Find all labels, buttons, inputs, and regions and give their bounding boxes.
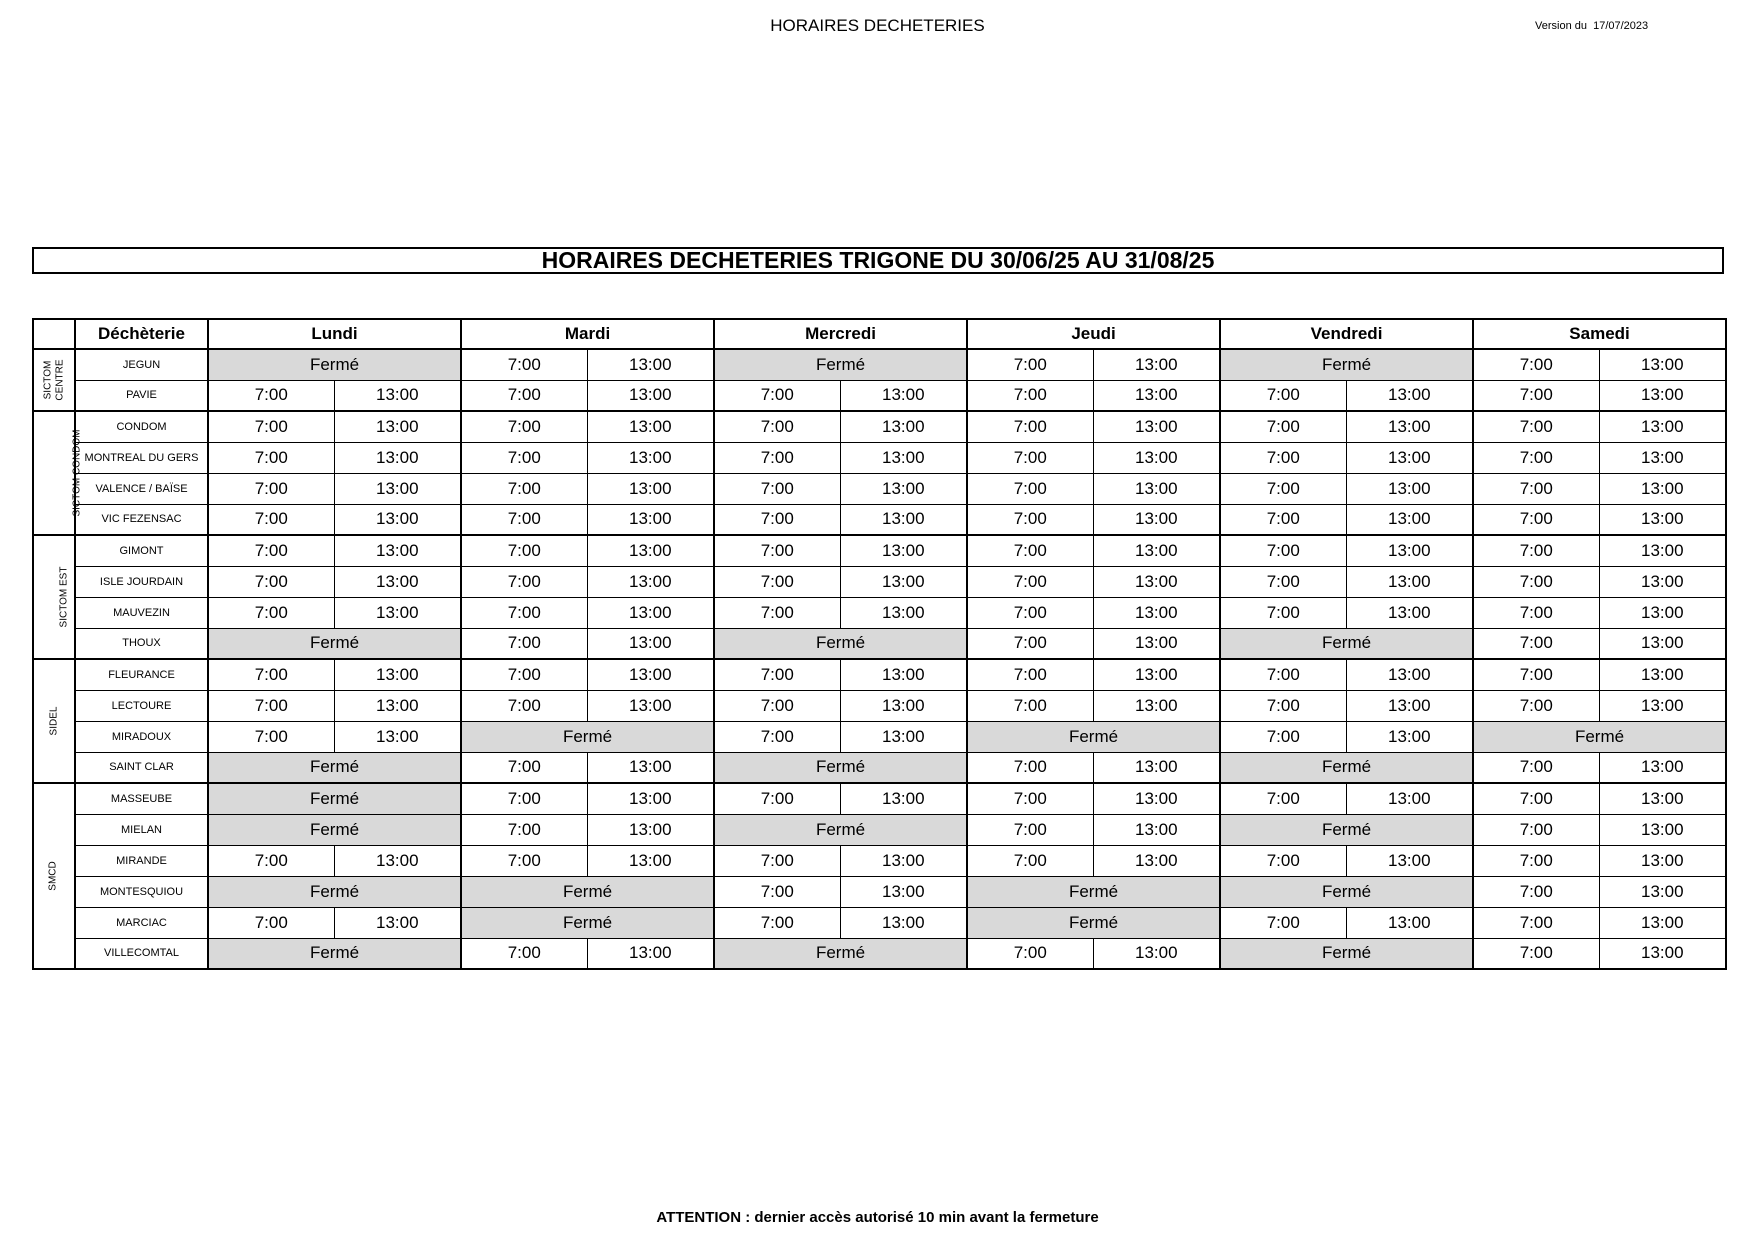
- site-name: CONDOM: [75, 411, 208, 442]
- closed-cell: Fermé: [208, 876, 461, 907]
- opening-time-cell: 7:00: [1220, 504, 1346, 535]
- opening-time-cell: 7:00: [1473, 659, 1599, 690]
- opening-time-cell: 7:00: [1473, 752, 1599, 783]
- closed-cell: Fermé: [208, 938, 461, 969]
- closing-time-cell: 13:00: [587, 690, 714, 721]
- closing-time-cell: 13:00: [587, 473, 714, 504]
- closing-time-cell: 13:00: [1599, 411, 1726, 442]
- opening-time-cell: 7:00: [967, 442, 1093, 473]
- opening-time-cell: 7:00: [461, 411, 587, 442]
- closed-cell: Fermé: [967, 907, 1220, 938]
- site-name: MAUVEZIN: [75, 597, 208, 628]
- closing-time-cell: 13:00: [1093, 442, 1220, 473]
- closing-time-cell: 13:00: [334, 721, 461, 752]
- opening-time-cell: 7:00: [1220, 783, 1346, 814]
- closing-time-cell: 13:00: [334, 597, 461, 628]
- closing-time-cell: 13:00: [587, 814, 714, 845]
- opening-time-cell: 7:00: [714, 876, 840, 907]
- closed-cell: Fermé: [714, 938, 967, 969]
- site-name: VILLECOMTAL: [75, 938, 208, 969]
- opening-time-cell: 7:00: [1220, 659, 1346, 690]
- day-header-mercredi: Mercredi: [714, 319, 967, 349]
- site-name: MIRADOUX: [75, 721, 208, 752]
- group-label-cell: [33, 535, 75, 659]
- opening-time-cell: 7:00: [1473, 628, 1599, 659]
- opening-time-cell: 7:00: [461, 659, 587, 690]
- opening-time-cell: 7:00: [967, 845, 1093, 876]
- opening-time-cell: 7:00: [967, 411, 1093, 442]
- closing-time-cell: 13:00: [334, 535, 461, 566]
- closing-time-cell: 13:00: [1346, 442, 1473, 473]
- site-name: SAINT CLAR: [75, 752, 208, 783]
- opening-time-cell: 7:00: [1473, 349, 1599, 380]
- opening-time-cell: 7:00: [461, 380, 587, 411]
- closing-time-cell: 13:00: [1599, 597, 1726, 628]
- opening-time-cell: 7:00: [714, 566, 840, 597]
- opening-time-cell: 7:00: [1473, 876, 1599, 907]
- closing-time-cell: 13:00: [587, 752, 714, 783]
- closing-time-cell: 13:00: [1093, 783, 1220, 814]
- closed-cell: Fermé: [967, 721, 1220, 752]
- table-row: [33, 752, 1726, 783]
- opening-time-cell: 7:00: [714, 504, 840, 535]
- closing-time-cell: 13:00: [1093, 473, 1220, 504]
- closed-cell: Fermé: [1220, 349, 1473, 380]
- group-label-cell: [33, 783, 75, 969]
- opening-time-cell: 7:00: [1220, 907, 1346, 938]
- closing-time-cell: 13:00: [840, 597, 967, 628]
- table-row: [33, 473, 1726, 504]
- group-header-cell: [33, 319, 75, 349]
- site-name: MARCIAC: [75, 907, 208, 938]
- opening-time-cell: 7:00: [461, 504, 587, 535]
- closed-cell: Fermé: [208, 814, 461, 845]
- opening-time-cell: 7:00: [967, 752, 1093, 783]
- closed-cell: Fermé: [1220, 752, 1473, 783]
- closed-cell: Fermé: [461, 907, 714, 938]
- opening-time-cell: 7:00: [714, 721, 840, 752]
- closing-time-cell: 13:00: [840, 473, 967, 504]
- closing-time-cell: 13:00: [334, 380, 461, 411]
- site-name: JEGUN: [75, 349, 208, 380]
- site-name: MIRANDE: [75, 845, 208, 876]
- closing-time-cell: 13:00: [1093, 411, 1220, 442]
- closing-time-cell: 13:00: [334, 504, 461, 535]
- opening-time-cell: 7:00: [208, 566, 334, 597]
- table-row: [33, 380, 1726, 411]
- opening-time-cell: 7:00: [1220, 411, 1346, 442]
- closing-time-cell: 13:00: [1599, 783, 1726, 814]
- opening-time-cell: 7:00: [967, 349, 1093, 380]
- closing-time-cell: 13:00: [1093, 938, 1220, 969]
- closing-time-cell: 13:00: [334, 473, 461, 504]
- site-name: VALENCE / BAÏSE: [75, 473, 208, 504]
- closing-time-cell: 13:00: [1599, 690, 1726, 721]
- opening-time-cell: 7:00: [461, 690, 587, 721]
- closing-time-cell: 13:00: [334, 411, 461, 442]
- closing-time-cell: 13:00: [840, 442, 967, 473]
- closing-time-cell: 13:00: [1093, 380, 1220, 411]
- opening-time-cell: 7:00: [1473, 597, 1599, 628]
- closed-cell: Fermé: [1220, 876, 1473, 907]
- table-row: [33, 566, 1726, 597]
- opening-time-cell: 7:00: [714, 411, 840, 442]
- opening-time-cell: 7:00: [714, 907, 840, 938]
- opening-time-cell: 7:00: [967, 535, 1093, 566]
- closing-time-cell: 13:00: [1599, 566, 1726, 597]
- closed-cell: Fermé: [714, 752, 967, 783]
- closed-cell: Fermé: [208, 783, 461, 814]
- closing-time-cell: 13:00: [1093, 814, 1220, 845]
- site-name: VIC FEZENSAC: [75, 504, 208, 535]
- closing-time-cell: 13:00: [1346, 659, 1473, 690]
- table-row: [33, 628, 1726, 659]
- opening-time-cell: 7:00: [714, 783, 840, 814]
- table-row: [33, 349, 1726, 380]
- closing-time-cell: 13:00: [1346, 380, 1473, 411]
- table-row: [33, 535, 1726, 566]
- closing-time-cell: 13:00: [840, 411, 967, 442]
- closed-cell: Fermé: [461, 876, 714, 907]
- opening-time-cell: 7:00: [714, 473, 840, 504]
- opening-time-cell: 7:00: [1220, 566, 1346, 597]
- closing-time-cell: 13:00: [1599, 907, 1726, 938]
- closing-time-cell: 13:00: [840, 659, 967, 690]
- table-row: [33, 783, 1726, 814]
- closing-time-cell: 13:00: [334, 907, 461, 938]
- opening-time-cell: 7:00: [208, 659, 334, 690]
- closed-cell: Fermé: [208, 628, 461, 659]
- opening-time-cell: 7:00: [461, 938, 587, 969]
- opening-time-cell: 7:00: [967, 566, 1093, 597]
- closing-time-cell: 13:00: [1093, 628, 1220, 659]
- site-name: FLEURANCE: [75, 659, 208, 690]
- opening-time-cell: 7:00: [208, 721, 334, 752]
- opening-time-cell: 7:00: [208, 442, 334, 473]
- opening-time-cell: 7:00: [461, 349, 587, 380]
- opening-time-cell: 7:00: [1473, 442, 1599, 473]
- closed-cell: Fermé: [461, 721, 714, 752]
- attention-note: ATTENTION : dernier accès autorisé 10 min avant la fermeture: [656, 1209, 1099, 1226]
- opening-time-cell: 7:00: [1220, 597, 1346, 628]
- closing-time-cell: 13:00: [587, 597, 714, 628]
- closing-time-cell: 13:00: [1346, 907, 1473, 938]
- opening-time-cell: 7:00: [461, 535, 587, 566]
- closed-cell: Fermé: [1473, 721, 1726, 752]
- table-row: [33, 938, 1726, 969]
- closing-time-cell: 13:00: [840, 504, 967, 535]
- closing-time-cell: 13:00: [334, 659, 461, 690]
- closing-time-cell: 13:00: [587, 442, 714, 473]
- closing-time-cell: 13:00: [1599, 473, 1726, 504]
- opening-time-cell: 7:00: [1473, 566, 1599, 597]
- closed-cell: Fermé: [967, 876, 1220, 907]
- closing-time-cell: 13:00: [1599, 349, 1726, 380]
- closing-time-cell: 13:00: [1093, 566, 1220, 597]
- opening-time-cell: 7:00: [967, 473, 1093, 504]
- opening-time-cell: 7:00: [714, 845, 840, 876]
- closing-time-cell: 13:00: [587, 783, 714, 814]
- closing-time-cell: 13:00: [1346, 566, 1473, 597]
- closing-time-cell: 13:00: [1093, 535, 1220, 566]
- opening-time-cell: 7:00: [967, 597, 1093, 628]
- site-column-header: Déchèterie: [75, 319, 208, 349]
- group-name: SICTOM EST: [58, 566, 70, 628]
- opening-time-cell: 7:00: [208, 690, 334, 721]
- closing-time-cell: 13:00: [1346, 690, 1473, 721]
- table-row: [33, 721, 1726, 752]
- table-row: [33, 411, 1726, 442]
- opening-time-cell: 7:00: [1220, 380, 1346, 411]
- schedule-body: [33, 349, 1726, 969]
- table-row: [33, 814, 1726, 845]
- opening-time-cell: 7:00: [461, 566, 587, 597]
- closing-time-cell: 13:00: [1093, 597, 1220, 628]
- table-row: [33, 845, 1726, 876]
- opening-time-cell: 7:00: [967, 628, 1093, 659]
- closing-time-cell: 13:00: [587, 628, 714, 659]
- closing-time-cell: 13:00: [587, 349, 714, 380]
- site-name: MASSEUBE: [75, 783, 208, 814]
- opening-time-cell: 7:00: [208, 473, 334, 504]
- closed-cell: Fermé: [208, 349, 461, 380]
- site-name: GIMONT: [75, 535, 208, 566]
- closing-time-cell: 13:00: [587, 566, 714, 597]
- group-name: SICTOM CENTRE: [42, 359, 66, 401]
- closing-time-cell: 13:00: [1599, 442, 1726, 473]
- site-name: MONTREAL DU GERS: [75, 442, 208, 473]
- closing-time-cell: 13:00: [1346, 411, 1473, 442]
- closing-time-cell: 13:00: [840, 845, 967, 876]
- document-header-title: HORAIRES DECHETERIES: [770, 16, 985, 35]
- closing-time-cell: 13:00: [840, 566, 967, 597]
- table-row: [33, 442, 1726, 473]
- closed-cell: Fermé: [208, 752, 461, 783]
- closing-time-cell: 13:00: [1093, 659, 1220, 690]
- site-name: MONTESQUIOU: [75, 876, 208, 907]
- version-date: Version du 17/07/2023: [1535, 20, 1649, 32]
- opening-time-cell: 7:00: [461, 442, 587, 473]
- closing-time-cell: 13:00: [840, 721, 967, 752]
- closed-cell: Fermé: [714, 349, 967, 380]
- opening-time-cell: 7:00: [714, 535, 840, 566]
- opening-time-cell: 7:00: [714, 690, 840, 721]
- closing-time-cell: 13:00: [1093, 752, 1220, 783]
- closing-time-cell: 13:00: [1599, 659, 1726, 690]
- opening-time-cell: 7:00: [208, 411, 334, 442]
- table-row: [33, 907, 1726, 938]
- opening-time-cell: 7:00: [967, 659, 1093, 690]
- site-name: THOUX: [75, 628, 208, 659]
- schedule-title: HORAIRES DECHETERIES TRIGONE DU 30/06/25 AU 31/08/25: [32, 247, 1724, 274]
- closing-time-cell: 13:00: [1599, 628, 1726, 659]
- opening-time-cell: 7:00: [461, 473, 587, 504]
- opening-time-cell: 7:00: [208, 597, 334, 628]
- opening-time-cell: 7:00: [1473, 938, 1599, 969]
- opening-time-cell: 7:00: [208, 535, 334, 566]
- closing-time-cell: 13:00: [1599, 876, 1726, 907]
- group-name: SICTOM CONDOM: [71, 429, 83, 517]
- opening-time-cell: 7:00: [714, 659, 840, 690]
- closing-time-cell: 13:00: [587, 535, 714, 566]
- site-name: LECTOURE: [75, 690, 208, 721]
- day-header-lundi: Lundi: [208, 319, 461, 349]
- opening-time-cell: 7:00: [1220, 473, 1346, 504]
- closing-time-cell: 13:00: [587, 411, 714, 442]
- opening-time-cell: 7:00: [1220, 535, 1346, 566]
- opening-time-cell: 7:00: [1473, 783, 1599, 814]
- closing-time-cell: 13:00: [1599, 535, 1726, 566]
- closing-time-cell: 13:00: [1599, 504, 1726, 535]
- day-header-mardi: Mardi: [461, 319, 714, 349]
- group-name: SMCD: [47, 861, 59, 891]
- opening-time-cell: 7:00: [208, 907, 334, 938]
- closing-time-cell: 13:00: [840, 380, 967, 411]
- closed-cell: Fermé: [1220, 628, 1473, 659]
- opening-time-cell: 7:00: [1473, 907, 1599, 938]
- opening-time-cell: 7:00: [208, 504, 334, 535]
- closing-time-cell: 13:00: [1599, 845, 1726, 876]
- opening-time-cell: 7:00: [967, 690, 1093, 721]
- opening-time-cell: 7:00: [1220, 845, 1346, 876]
- opening-time-cell: 7:00: [1220, 690, 1346, 721]
- opening-time-cell: 7:00: [967, 814, 1093, 845]
- opening-time-cell: 7:00: [461, 814, 587, 845]
- opening-time-cell: 7:00: [967, 504, 1093, 535]
- opening-time-cell: 7:00: [461, 597, 587, 628]
- group-name: SIDEL: [48, 706, 59, 736]
- opening-time-cell: 7:00: [461, 845, 587, 876]
- opening-time-cell: 7:00: [461, 628, 587, 659]
- closed-cell: Fermé: [1220, 938, 1473, 969]
- site-name: MIELAN: [75, 814, 208, 845]
- closing-time-cell: 13:00: [587, 845, 714, 876]
- table-row: [33, 876, 1726, 907]
- opening-time-cell: 7:00: [1473, 380, 1599, 411]
- opening-time-cell: 7:00: [1220, 721, 1346, 752]
- closing-time-cell: 13:00: [1599, 938, 1726, 969]
- closing-time-cell: 13:00: [1346, 473, 1473, 504]
- site-name: PAVIE: [75, 380, 208, 411]
- group-label-cell: [33, 349, 75, 411]
- closing-time-cell: 13:00: [1346, 845, 1473, 876]
- closing-time-cell: 13:00: [1346, 783, 1473, 814]
- opening-time-cell: 7:00: [461, 783, 587, 814]
- schedule-table: [32, 318, 1727, 970]
- group-label-cell: [33, 659, 75, 783]
- closing-time-cell: 13:00: [1346, 504, 1473, 535]
- closing-time-cell: 13:00: [840, 535, 967, 566]
- table-header-row: [33, 319, 1726, 349]
- closing-time-cell: 13:00: [1346, 721, 1473, 752]
- closing-time-cell: 13:00: [840, 907, 967, 938]
- day-header-jeudi: Jeudi: [967, 319, 1220, 349]
- table-row: [33, 659, 1726, 690]
- closing-time-cell: 13:00: [587, 504, 714, 535]
- opening-time-cell: 7:00: [1473, 690, 1599, 721]
- group-label-cell: [33, 411, 83, 535]
- opening-time-cell: 7:00: [1473, 473, 1599, 504]
- day-header-vendredi: Vendredi: [1220, 319, 1473, 349]
- opening-time-cell: 7:00: [1473, 814, 1599, 845]
- opening-time-cell: 7:00: [714, 442, 840, 473]
- closing-time-cell: 13:00: [334, 690, 461, 721]
- site-name: ISLE JOURDAIN: [75, 566, 208, 597]
- closing-time-cell: 13:00: [1093, 349, 1220, 380]
- closing-time-cell: 13:00: [334, 566, 461, 597]
- closing-time-cell: 13:00: [1093, 504, 1220, 535]
- closing-time-cell: 13:00: [334, 845, 461, 876]
- opening-time-cell: 7:00: [967, 783, 1093, 814]
- closed-cell: Fermé: [714, 814, 967, 845]
- day-header-samedi: Samedi: [1473, 319, 1726, 349]
- opening-time-cell: 7:00: [714, 597, 840, 628]
- closing-time-cell: 13:00: [587, 380, 714, 411]
- opening-time-cell: 7:00: [1473, 504, 1599, 535]
- table-row: [33, 504, 1726, 535]
- closed-cell: Fermé: [714, 628, 967, 659]
- closing-time-cell: 13:00: [840, 783, 967, 814]
- closing-time-cell: 13:00: [1346, 597, 1473, 628]
- opening-time-cell: 7:00: [1473, 535, 1599, 566]
- opening-time-cell: 7:00: [208, 380, 334, 411]
- closing-time-cell: 13:00: [1346, 535, 1473, 566]
- opening-time-cell: 7:00: [1220, 442, 1346, 473]
- opening-time-cell: 7:00: [967, 938, 1093, 969]
- closing-time-cell: 13:00: [1093, 845, 1220, 876]
- opening-time-cell: 7:00: [461, 752, 587, 783]
- opening-time-cell: 7:00: [208, 845, 334, 876]
- closed-cell: Fermé: [1220, 814, 1473, 845]
- closing-time-cell: 13:00: [1599, 752, 1726, 783]
- closing-time-cell: 13:00: [587, 659, 714, 690]
- closing-time-cell: 13:00: [587, 938, 714, 969]
- opening-time-cell: 7:00: [714, 380, 840, 411]
- table-row: [33, 597, 1726, 628]
- closing-time-cell: 13:00: [1599, 814, 1726, 845]
- closing-time-cell: 13:00: [334, 442, 461, 473]
- opening-time-cell: 7:00: [1473, 845, 1599, 876]
- closing-time-cell: 13:00: [840, 876, 967, 907]
- closing-time-cell: 13:00: [1093, 690, 1220, 721]
- closing-time-cell: 13:00: [840, 690, 967, 721]
- opening-time-cell: 7:00: [1473, 411, 1599, 442]
- opening-time-cell: 7:00: [967, 380, 1093, 411]
- closing-time-cell: 13:00: [1599, 380, 1726, 411]
- table-row: [33, 690, 1726, 721]
